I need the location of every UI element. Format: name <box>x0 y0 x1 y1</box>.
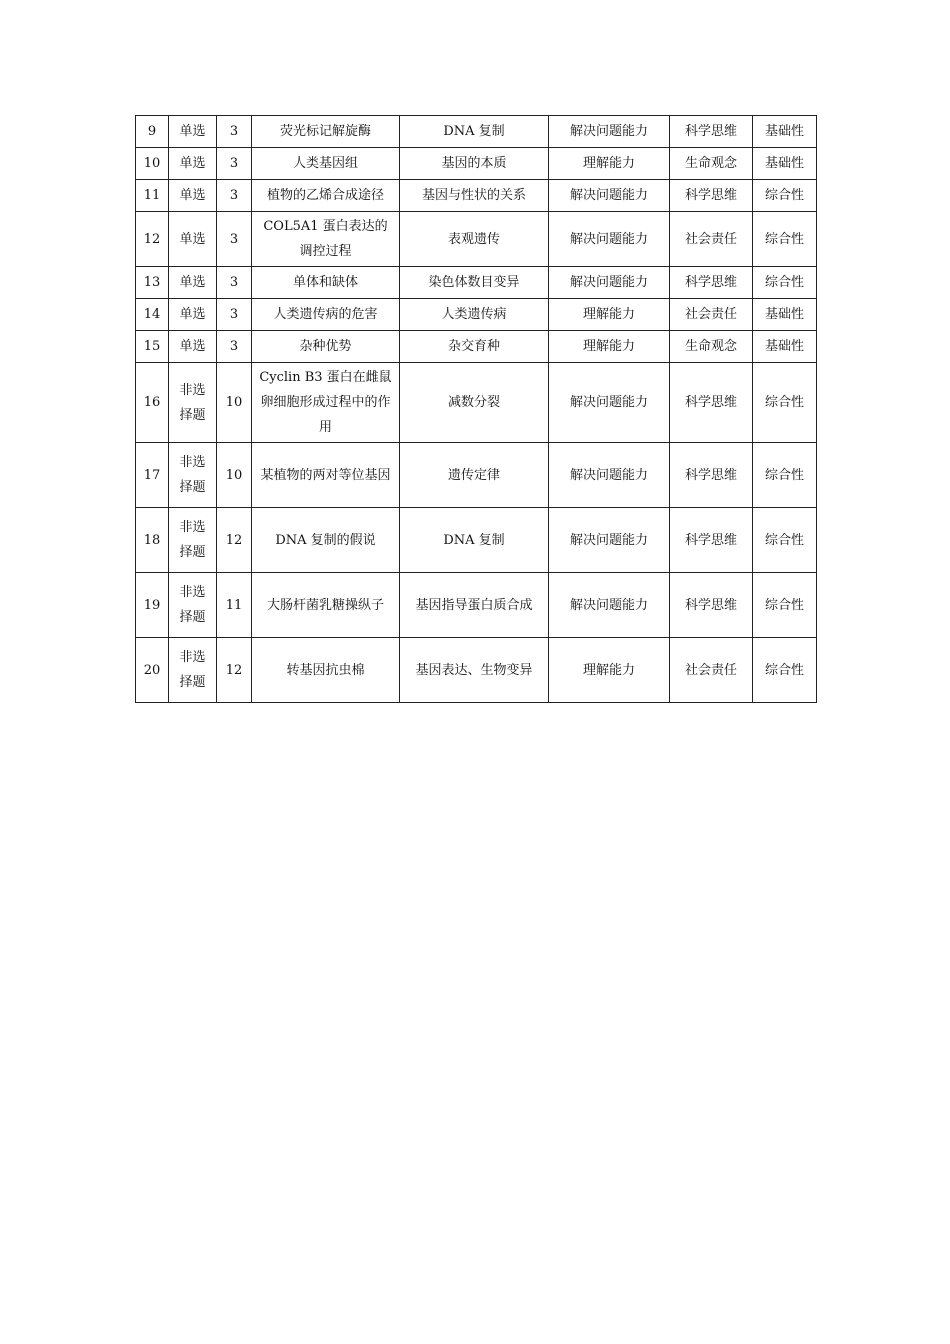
cell-number: 11 <box>136 180 169 212</box>
cell-number: 16 <box>136 363 169 443</box>
table-row <box>136 180 817 212</box>
cell-score: 10 <box>217 363 252 443</box>
cell-literacy: 社会责任 <box>670 299 753 331</box>
cell-level: 综合性 <box>753 573 817 638</box>
cell-question-type: 单选 <box>169 267 217 299</box>
table-row <box>136 212 817 267</box>
cell-level: 综合性 <box>753 363 817 443</box>
cell-score: 10 <box>217 443 252 508</box>
cell-score: 3 <box>217 116 252 148</box>
cell-level: 基础性 <box>753 116 817 148</box>
cell-question-type: 非选择题 <box>169 443 217 508</box>
cell-question-type: 单选 <box>169 116 217 148</box>
cell-number: 15 <box>136 331 169 363</box>
cell-knowledge: 杂交育种 <box>400 331 549 363</box>
cell-knowledge: 基因与性状的关系 <box>400 180 549 212</box>
cell-context: 单体和缺体 <box>252 267 400 299</box>
cell-ability: 理解能力 <box>549 331 670 363</box>
cell-number: 18 <box>136 508 169 573</box>
cell-number: 10 <box>136 148 169 180</box>
cell-question-type: 单选 <box>169 180 217 212</box>
cell-literacy: 科学思维 <box>670 363 753 443</box>
cell-literacy: 科学思维 <box>670 267 753 299</box>
cell-ability: 解决问题能力 <box>549 116 670 148</box>
cell-literacy: 科学思维 <box>670 443 753 508</box>
cell-knowledge: DNA 复制 <box>400 116 549 148</box>
cell-question-type: 非选择题 <box>169 363 217 443</box>
table-row <box>136 363 817 443</box>
cell-question-type: 单选 <box>169 299 217 331</box>
cell-question-type: 单选 <box>169 331 217 363</box>
cell-score: 3 <box>217 331 252 363</box>
cell-ability: 解决问题能力 <box>549 363 670 443</box>
table-row <box>136 638 817 703</box>
cell-context: COL5A1 蛋白表达的调控过程 <box>252 212 400 267</box>
cell-context: Cyclin B3 蛋白在雌鼠卵细胞形成过程中的作用 <box>252 363 400 443</box>
table-row <box>136 331 817 363</box>
cell-knowledge: DNA 复制 <box>400 508 549 573</box>
table-row <box>136 267 817 299</box>
cell-context: 转基因抗虫棉 <box>252 638 400 703</box>
cell-ability: 理解能力 <box>549 299 670 331</box>
cell-literacy: 科学思维 <box>670 508 753 573</box>
cell-ability: 解决问题能力 <box>549 573 670 638</box>
cell-level: 综合性 <box>753 267 817 299</box>
cell-score: 3 <box>217 267 252 299</box>
cell-level: 基础性 <box>753 299 817 331</box>
cell-question-type: 非选择题 <box>169 508 217 573</box>
cell-literacy: 社会责任 <box>670 638 753 703</box>
cell-number: 12 <box>136 212 169 267</box>
cell-context: 人类基因组 <box>252 148 400 180</box>
cell-knowledge: 减数分裂 <box>400 363 549 443</box>
table-row <box>136 148 817 180</box>
cell-knowledge: 表观遗传 <box>400 212 549 267</box>
table-row <box>136 443 817 508</box>
cell-score: 12 <box>217 508 252 573</box>
cell-number: 20 <box>136 638 169 703</box>
cell-question-type: 单选 <box>169 148 217 180</box>
cell-literacy: 社会责任 <box>670 212 753 267</box>
cell-context: 荧光标记解旋酶 <box>252 116 400 148</box>
cell-literacy: 生命观念 <box>670 148 753 180</box>
cell-ability: 解决问题能力 <box>549 443 670 508</box>
table-row <box>136 508 817 573</box>
cell-ability: 解决问题能力 <box>549 267 670 299</box>
cell-ability: 解决问题能力 <box>549 212 670 267</box>
cell-context: 大肠杆菌乳糖操纵子 <box>252 573 400 638</box>
cell-literacy: 科学思维 <box>670 180 753 212</box>
cell-score: 3 <box>217 180 252 212</box>
cell-context: DNA 复制的假说 <box>252 508 400 573</box>
cell-context: 植物的乙烯合成途径 <box>252 180 400 212</box>
cell-level: 综合性 <box>753 212 817 267</box>
exam-spec-table <box>135 115 817 703</box>
cell-literacy: 科学思维 <box>670 116 753 148</box>
cell-knowledge: 基因的本质 <box>400 148 549 180</box>
cell-score: 3 <box>217 212 252 267</box>
cell-ability: 解决问题能力 <box>549 508 670 573</box>
cell-level: 综合性 <box>753 443 817 508</box>
cell-number: 17 <box>136 443 169 508</box>
cell-level: 综合性 <box>753 638 817 703</box>
cell-context: 某植物的两对等位基因 <box>252 443 400 508</box>
cell-level: 综合性 <box>753 508 817 573</box>
cell-ability: 理解能力 <box>549 148 670 180</box>
cell-number: 14 <box>136 299 169 331</box>
cell-question-type: 非选择题 <box>169 638 217 703</box>
cell-ability: 理解能力 <box>549 638 670 703</box>
cell-question-type: 单选 <box>169 212 217 267</box>
cell-context: 杂种优势 <box>252 331 400 363</box>
table-row <box>136 299 817 331</box>
cell-context: 人类遗传病的危害 <box>252 299 400 331</box>
cell-number: 9 <box>136 116 169 148</box>
cell-ability: 解决问题能力 <box>549 180 670 212</box>
cell-score: 3 <box>217 148 252 180</box>
table-row <box>136 573 817 638</box>
cell-level: 综合性 <box>753 180 817 212</box>
cell-knowledge: 基因表达、生物变异 <box>400 638 549 703</box>
cell-literacy: 生命观念 <box>670 331 753 363</box>
cell-level: 基础性 <box>753 331 817 363</box>
cell-knowledge: 染色体数目变异 <box>400 267 549 299</box>
cell-score: 12 <box>217 638 252 703</box>
cell-number: 13 <box>136 267 169 299</box>
cell-level: 基础性 <box>753 148 817 180</box>
cell-number: 19 <box>136 573 169 638</box>
cell-literacy: 科学思维 <box>670 573 753 638</box>
cell-knowledge: 人类遗传病 <box>400 299 549 331</box>
cell-knowledge: 遗传定律 <box>400 443 549 508</box>
cell-question-type: 非选择题 <box>169 573 217 638</box>
cell-score: 11 <box>217 573 252 638</box>
cell-score: 3 <box>217 299 252 331</box>
cell-knowledge: 基因指导蛋白质合成 <box>400 573 549 638</box>
table-row <box>136 116 817 148</box>
